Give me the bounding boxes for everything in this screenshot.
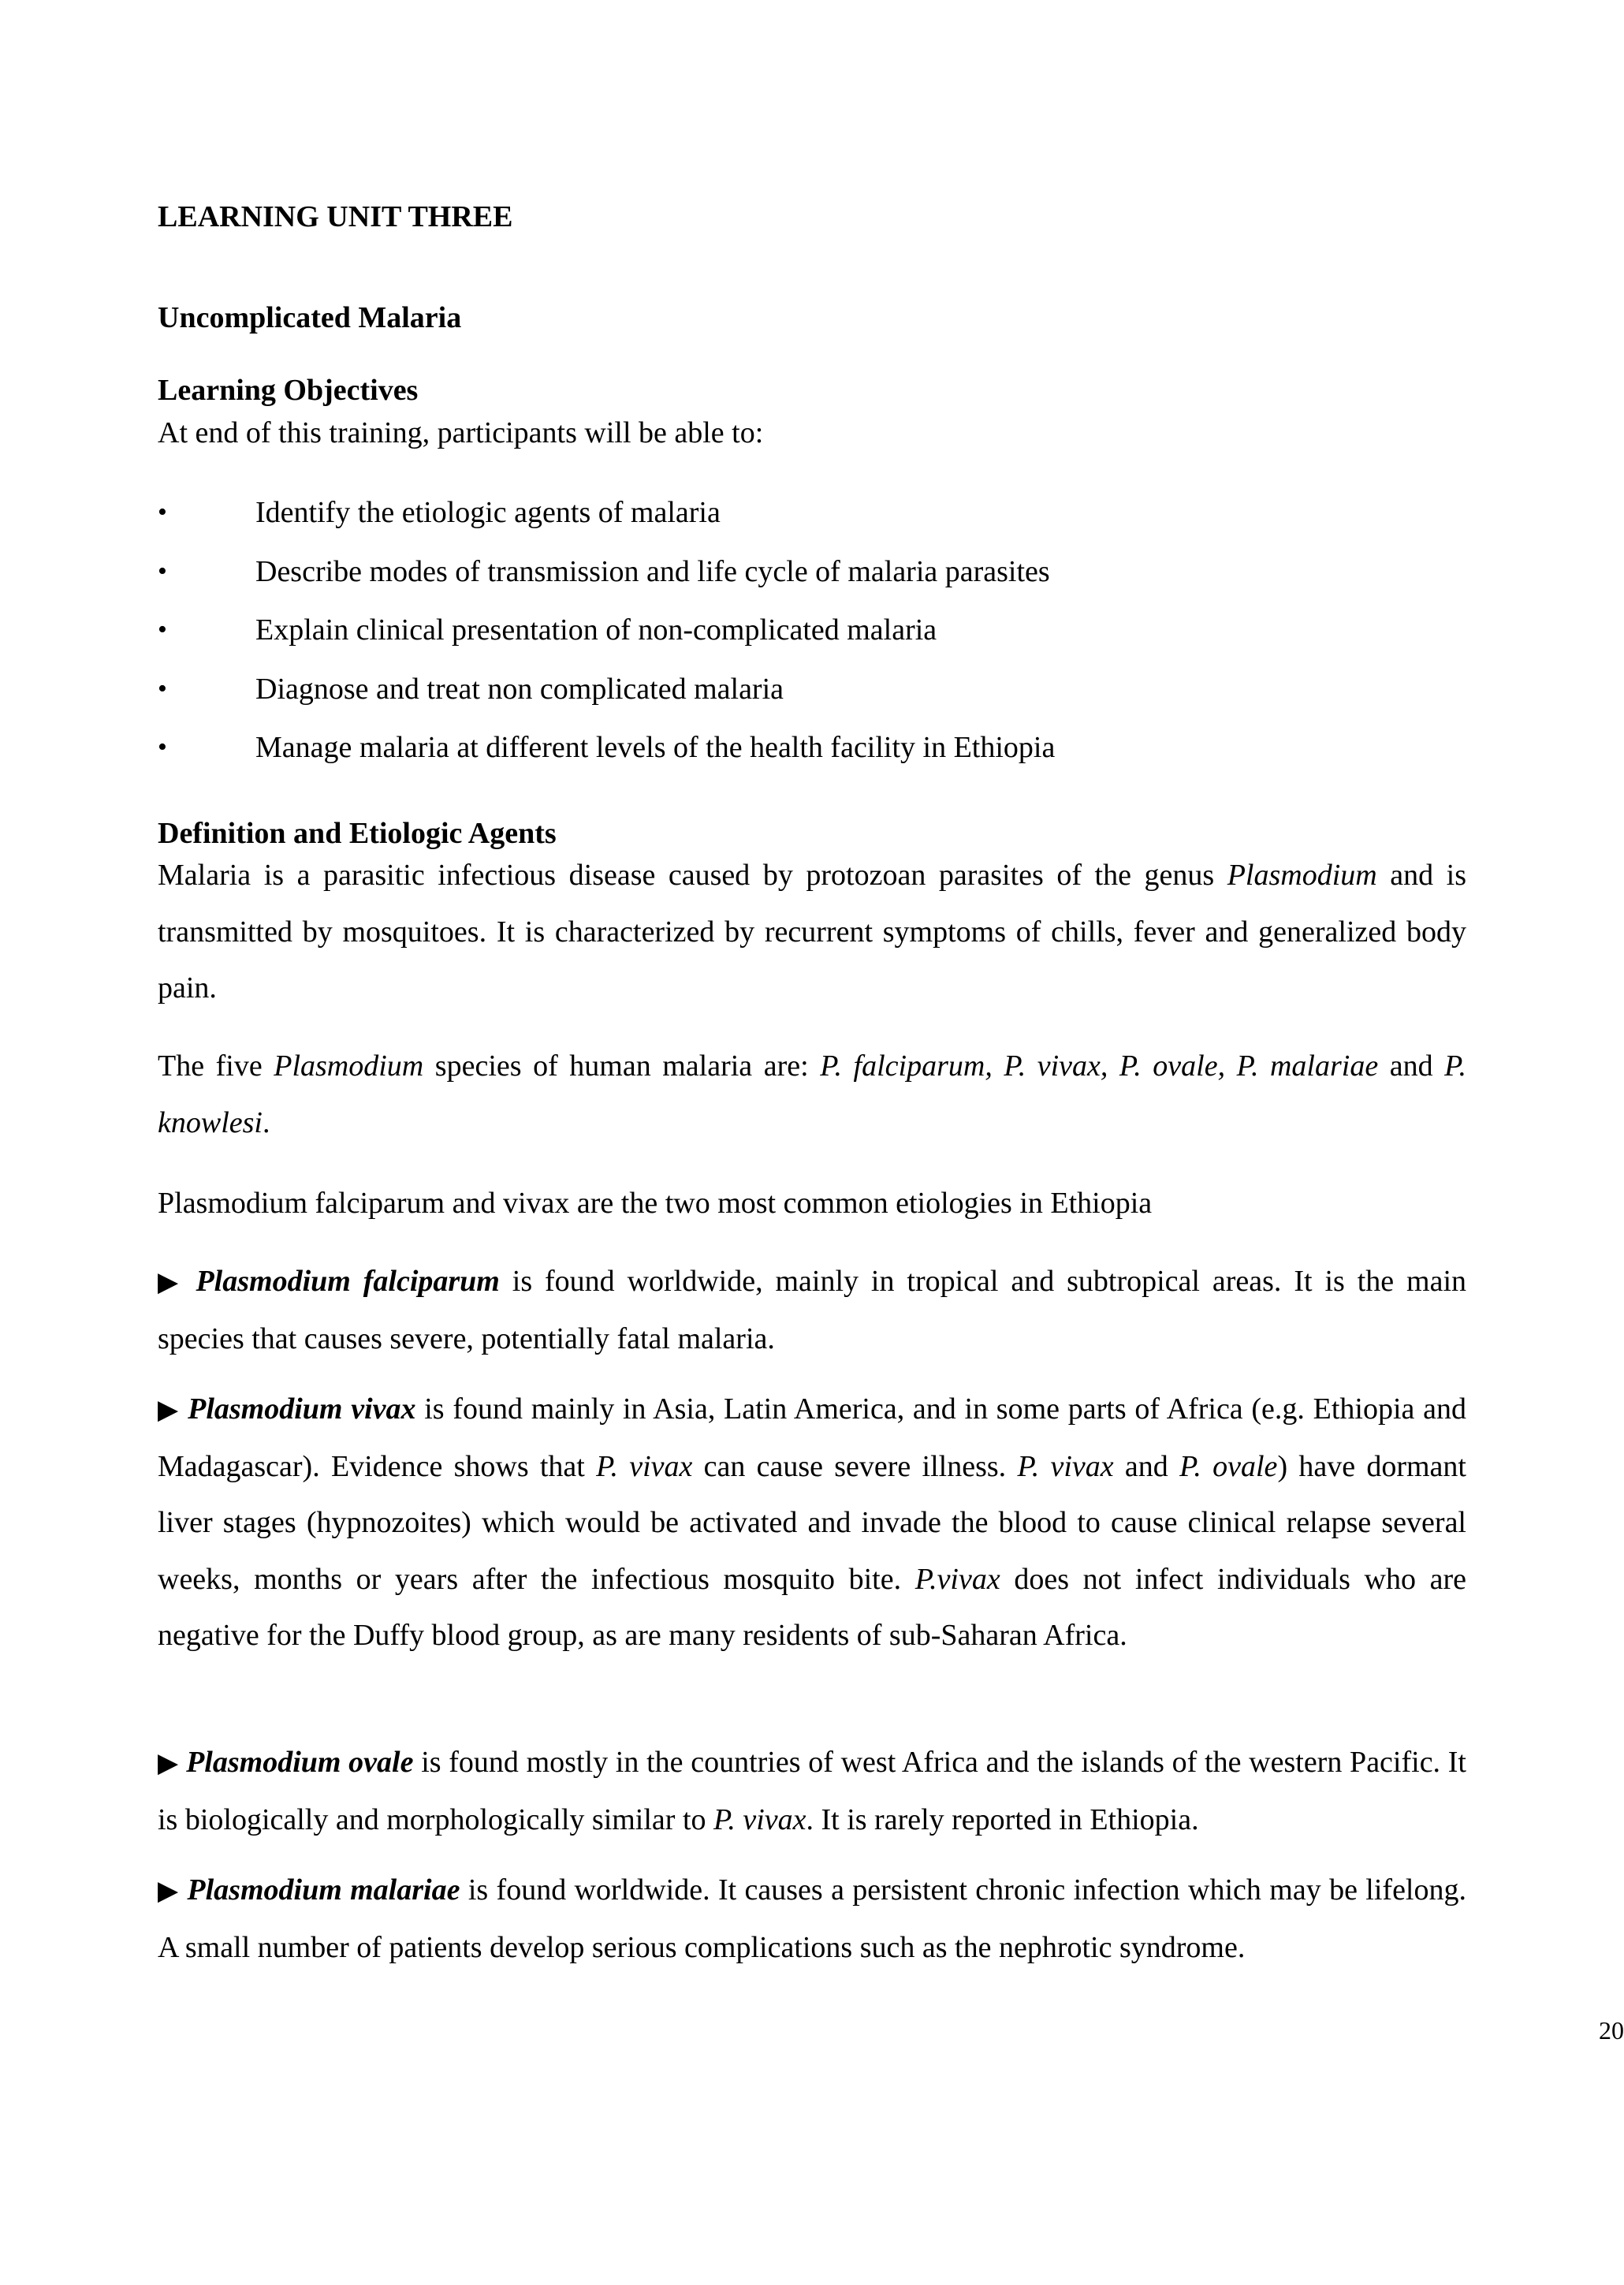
species-heading: Plasmodium ovale	[186, 1746, 414, 1779]
arrow-icon: ▶	[158, 1268, 184, 1297]
objective-text: Manage malaria at different levels of the health facility in Ethiopia	[255, 731, 1056, 764]
text-run: can cause severe illness.	[692, 1449, 1018, 1483]
section-title: Uncomplicated Malaria	[158, 301, 462, 334]
vivax-paragraph	[158, 1381, 1466, 1664]
genus-name: Plasmodium	[274, 1049, 424, 1083]
species-heading: Plasmodium falciparum	[196, 1265, 500, 1298]
species-name: P. vivax	[1017, 1449, 1114, 1483]
list-item	[158, 728, 1466, 787]
text-run: Malaria is a parasitic infectious disease caused by protozoan parasites of the genus	[158, 859, 1227, 892]
text-run: is found mostly in the countries of west Africa and the islands of the western Pacific. It is biologically and morphologically similar to	[158, 1746, 1466, 1836]
objective-text: Identify the etiologic agents of malaria	[255, 496, 721, 529]
unit-title: LEARNING UNIT THREE	[158, 200, 513, 233]
bullet-icon: •	[158, 556, 167, 586]
text-run: and is transmitted by mosquitoes. It is characterized by recurrent symptoms of chills, fever and generalized body pain.	[158, 859, 1466, 1005]
objectives-heading: Learning Objectives	[158, 374, 419, 407]
text-run: is found mainly in Asia, Latin America, and in some parts of Africa (e.g. Ethiopia and Madagascar). Evidence shows that	[158, 1392, 1466, 1483]
text-run: does not infect individuals who are negative for the Duffy blood group, as are many residents of sub-Saharan Africa.	[158, 1562, 1466, 1652]
ovale-paragraph	[158, 1735, 1466, 1848]
text-run: and	[1378, 1049, 1445, 1083]
text-run: ) have dormant liver stages (hypnozoites) which would be activated and invade the blood to cause clinical relapse several weeks, months or years after the infectious mosquito bite.	[158, 1449, 1466, 1596]
arrow-icon: ▶	[158, 1396, 180, 1425]
list-item	[158, 493, 1466, 552]
falciparum-paragraph	[158, 1254, 1466, 1367]
genus-name: Plasmodium	[1227, 859, 1377, 892]
text-run: The five	[158, 1049, 274, 1083]
objective-text: Explain clinical presentation of non-complicated malaria	[255, 613, 937, 647]
species-list: P. falciparum, P. vivax, P. ovale, P. malariae	[820, 1049, 1379, 1083]
definition-paragraph	[158, 848, 1466, 1017]
objectives-intro: At end of this training, participants will be able to:	[158, 416, 764, 449]
objective-text: Describe modes of transmission and life cycle of malaria parasites	[255, 554, 1050, 588]
text-run: is found worldwide, mainly in tropical and subtropical areas. It is the main species that causes severe, potentially fatal malaria.	[158, 1265, 1466, 1355]
text-run: .	[262, 1105, 270, 1139]
species-name: P. vivax	[596, 1449, 693, 1483]
text-run: is found worldwide. It causes a persistent chronic infection which may be lifelong. A small number of patients develop serious complications such as the nephrotic syndrome.	[158, 1873, 1466, 1964]
malariae-paragraph	[158, 1862, 1466, 1976]
text-run: and	[1113, 1449, 1180, 1483]
bullet-icon: •	[158, 673, 167, 703]
species-name: P.vivax	[914, 1562, 1000, 1596]
arrow-icon: ▶	[158, 1877, 180, 1906]
arrow-icon: ▶	[158, 1749, 179, 1778]
bullet-icon: •	[158, 732, 167, 762]
common-etiologies-paragraph: Plasmodium falciparum and vivax are the two most common etiologies in Ethiopia	[158, 1187, 1153, 1220]
list-item	[158, 610, 1466, 669]
bullet-icon: •	[158, 498, 167, 527]
definition-heading: Definition and Etiologic Agents	[158, 817, 557, 850]
page-number: 20	[1599, 2016, 1624, 2045]
objective-text: Diagnose and treat non complicated malaria	[255, 672, 784, 706]
text-run: species of human malaria are:	[423, 1049, 821, 1083]
species-name: P. knowlesi	[158, 1049, 1466, 1139]
text-run: . It is rarely reported in Ethiopia.	[806, 1802, 1199, 1836]
objectives-list	[158, 493, 1466, 787]
species-name: P. ovale	[1179, 1449, 1278, 1483]
species-heading: Plasmodium malariae	[187, 1873, 460, 1907]
list-item	[158, 669, 1466, 729]
bullet-icon: •	[158, 615, 167, 644]
species-name: P. vivax	[713, 1802, 806, 1836]
species-heading: Plasmodium vivax	[188, 1392, 416, 1426]
list-item	[158, 552, 1466, 611]
species-paragraph	[158, 1038, 1466, 1151]
